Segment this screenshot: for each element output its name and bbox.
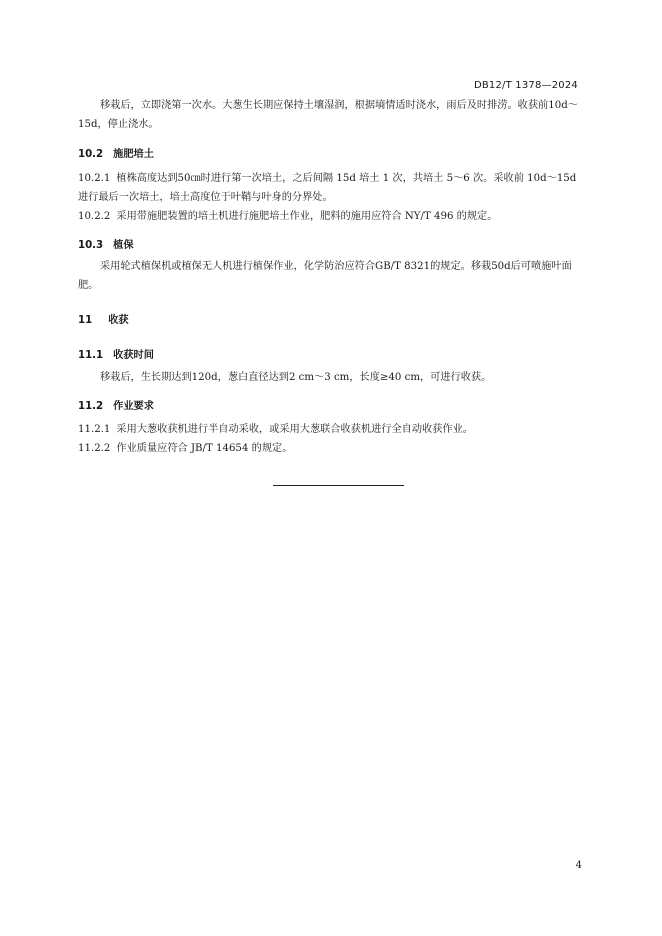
- section-title: 收获时间: [113, 350, 154, 361]
- clause-text: 植株高度达到50㎝时进行第一次培土，之后间隔 15d 培土 1 次，共培土 5～6 次。采收前 10d～15d 进行最后一次培土，培土高度位于叶鞘与叶身的分界处。: [78, 173, 577, 203]
- paragraph-harvest-time: 移栽后，生长期达到120d，葱白直径达到2 cm～3 cm，长度≥40 cm，可进行收获。: [100, 372, 492, 383]
- section-heading-11-1: [78, 346, 154, 361]
- paragraph-plant-protection: 采用轮式植保机或植保无人机进行植保作业，化学防治应符合GB/T 8321的规定。移栽50d后可喷施叶面肥。: [78, 261, 572, 291]
- end-of-document-rule: [273, 485, 404, 486]
- section-heading-10-2: [78, 145, 154, 160]
- section-title: 施肥培土: [113, 149, 154, 160]
- clause-number: 11.2.1: [78, 424, 111, 435]
- clause-text: 采用大葱收获机进行半自动采收，或采用大葱联合收获机进行全自动收获作业。: [116, 424, 473, 435]
- section-heading-11-2: [78, 397, 154, 412]
- section-heading-10-3: [78, 236, 134, 251]
- section-number: 11.1: [78, 350, 104, 361]
- clause-11-2-2: [78, 439, 584, 458]
- chapter-number: 11: [78, 315, 93, 326]
- clause-10-2-2: [78, 207, 584, 226]
- clause-text: 作业质量应符合 JB/T 14654 的规定。: [116, 443, 293, 454]
- paragraph-watering: 移栽后，立即浇第一次水。大葱生长期应保持土壤湿润，根据墒情适时浇水，雨后及时排涝。收获前10d～15d，停止浇水。: [78, 100, 578, 130]
- clause-10-2-1: [78, 169, 584, 207]
- clause-number: 10.2.2: [78, 211, 111, 222]
- document-code: DB12/T 1378—2024: [473, 80, 578, 91]
- section-title: 植保: [113, 240, 134, 251]
- clause-text: 采用带施肥装置的培土机进行施肥培土作业，肥料的施用应符合 NY/T 496 的规定。: [116, 211, 498, 222]
- section-title: 作业要求: [113, 401, 154, 412]
- clause-number: 11.2.2: [78, 443, 111, 454]
- clause-number: 10.2.1: [78, 173, 111, 184]
- chapter-heading-11: [78, 311, 129, 326]
- section-number: 10.3: [78, 240, 104, 251]
- clause-11-2-1: [78, 420, 584, 439]
- section-number: 11.2: [78, 401, 104, 412]
- chapter-title: 收获: [108, 315, 129, 326]
- page-number: 4: [575, 860, 582, 871]
- section-number: 10.2: [78, 149, 104, 160]
